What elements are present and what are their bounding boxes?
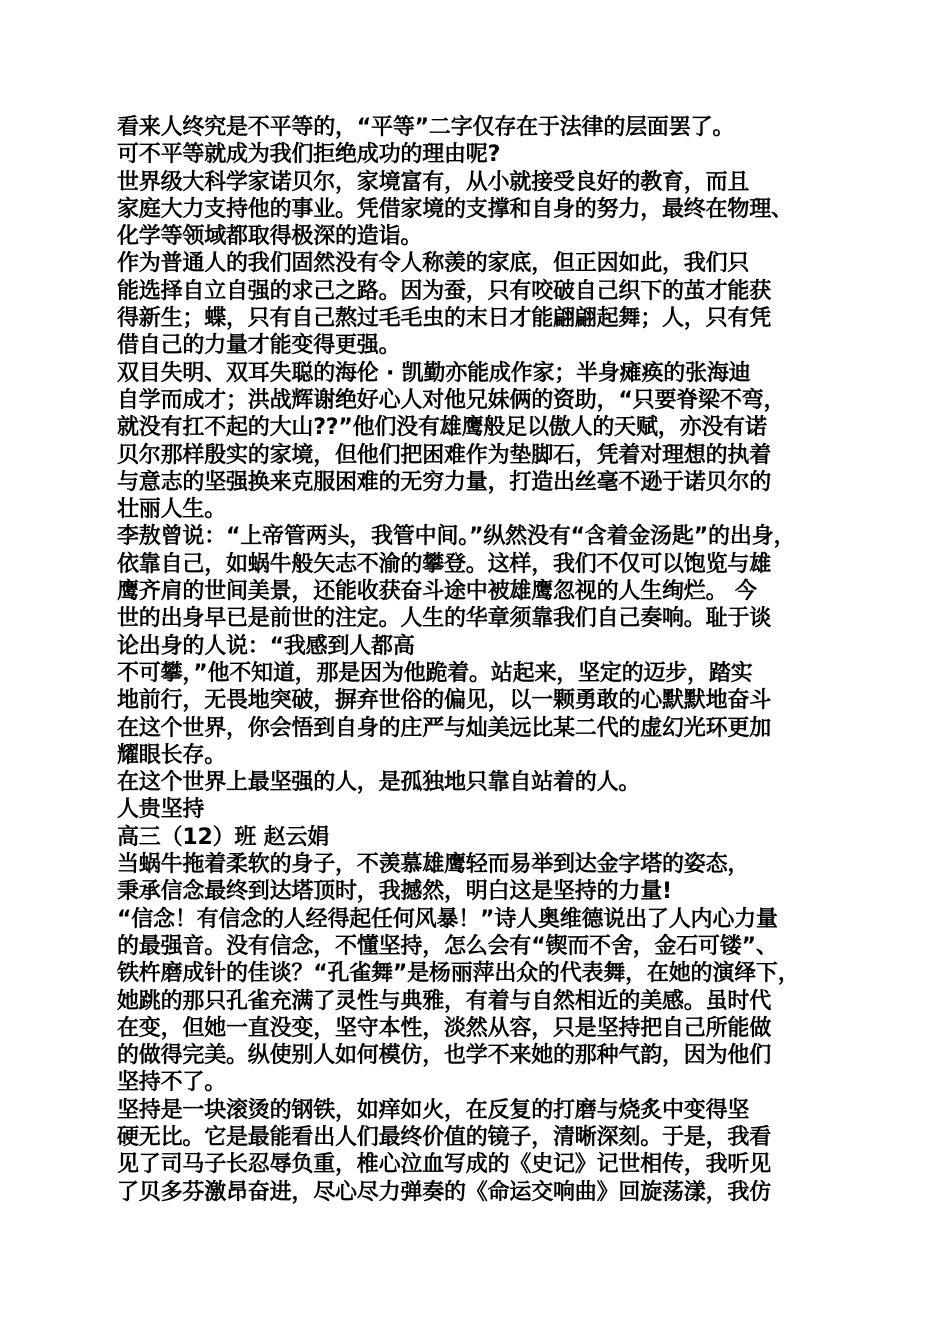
text-line: 耀眼长存。: [117, 742, 227, 768]
text-line: 高三（12）班 赵云娟: [117, 824, 330, 850]
text-line: 鹰齐肩的世间美景，还能收获奋斗途中被雄鹰忽视的人生绚烂。 今: [117, 579, 757, 605]
text-line: 坚持不了。: [117, 1070, 227, 1096]
text-line: 当蜗牛拖着柔软的身子，不羡慕雄鹰轻而易举到达金字塔的姿态，: [117, 852, 750, 878]
text-line: 化学等领域都取得极深的造诣。: [117, 224, 423, 250]
text-line: 就没有扛不起的大山??”他们没有雄鹰般足以傲人的天赋，亦没有诺: [117, 415, 767, 441]
text-line: 铁杵磨成针的佳谈？“孔雀舞”是杨丽萍出众的代表舞，在她的演绎下，: [117, 961, 800, 987]
text-line: 在这个世界上最坚强的人，是孤独地只靠自站着的人。: [117, 770, 641, 796]
text-line: 双目失明、双耳失聪的海伦 · 凯勤亦能成作家；半身瘫痪的张海迪: [117, 360, 751, 386]
text-line: 依靠自己，如蜗牛般矢志不渝的攀登。这样，我们不仅可以饱览与雄: [117, 551, 772, 577]
text-line: 的最强音。没有信念，不懂坚持，怎么会有“锲而不舍，金石可镂”、: [117, 933, 778, 959]
text-line: 李敖曾说：“上帝管两头，我管中间。”纵然没有“含着金汤匙”的出身，: [117, 524, 796, 550]
text-line: 借自己的力量才能变得更强。: [117, 333, 401, 359]
text-line: 与意志的坚强换来克服困难的无穷力量，打造出丝毫不逊于诺贝尔的: [117, 469, 772, 495]
text-line: 世的出身早已是前世的注定。人生的华章须靠我们自己奏响。耻于谈: [117, 606, 772, 632]
text-line: 人贵坚持: [117, 797, 205, 823]
text-line: 能选择自立自强的求己之路。因为蚕，只有咬破自己织下的茧才能获: [117, 278, 772, 304]
text-line: 可不平等就成为我们拒绝成功的理由呢?: [117, 142, 501, 168]
text-line: 地前行，无畏地突破，摒弃世俗的偏见，以一颗勇敢的心默默地奋斗: [117, 688, 772, 714]
text-line: 的做得完美。纵使别人如何模仿，也学不来她的那种气韵，因为他们: [117, 1043, 772, 1069]
essay-text: [117, 114, 847, 1206]
text-line: 在变，但她一直没变，坚守本性，淡然从容，只是坚持把自己所能做: [117, 1015, 772, 1041]
text-line: 壮丽人生。: [117, 497, 227, 523]
text-line: 她跳的那只孔雀充满了灵性与典雅，有着与自然相近的美感。虽时代: [117, 988, 772, 1014]
text-line: 秉承信念最终到达塔顶时，我撼然，明白这是坚持的力量!: [117, 879, 672, 905]
text-line: 不可攀，”他不知道，那是因为他跪着。站起来，坚定的迈步，踏实: [117, 660, 753, 686]
text-line: 作为普通人的我们固然没有令人称羡的家底，但正因如此，我们只: [117, 251, 750, 277]
text-line: 贝尔那样殷实的家境，但他们把困难作为垫脚石，凭着对理想的执着: [117, 442, 772, 468]
text-line: 世界级大科学家诺贝尔，家境富有，从小就接受良好的教育，而且: [117, 169, 750, 195]
text-line: 在这个世界，你会悟到自身的庄严与灿美远比某二代的虚幻光环更加: [117, 715, 772, 741]
text-line: 论出身的人说：“我感到人都高: [117, 633, 415, 659]
text-line: 家庭大力支持他的事业。凭借家境的支撑和自身的努力，最终在物理、: [117, 196, 793, 222]
text-line: 看来人终究是不平等的，“平等”二字仅存在于法律的层面罢了。: [117, 115, 735, 140]
text-line: “信念！有信念的人经得起任何风暴！”诗人奥维德说出了人内心力量: [117, 906, 778, 932]
text-line: 硬无比。它是最能看出人们最终价值的镜子，清晰深刻。于是，我看: [117, 1124, 772, 1150]
text-line: 自学而成才；洪战辉谢绝好心人对他兄妹俩的资助，“只要脊梁不弯，: [117, 387, 786, 413]
text-line: 得新生；蝶，只有自己熬过毛毛虫的末日才能翩翩起舞；人，只有凭: [117, 306, 772, 332]
text-line: 见了司马子长忍辱负重，椎心泣血写成的《史记》记世相传，我听见: [117, 1152, 772, 1178]
text-line: 坚持是一块滚烫的钢铁，如痒如火，在反复的打磨与烧炙中变得坚: [117, 1097, 750, 1123]
text-line: 了贝多芬激昂奋进，尽心尽力弹奏的《命运交响曲》回旋荡漾，我仿: [117, 1179, 772, 1205]
